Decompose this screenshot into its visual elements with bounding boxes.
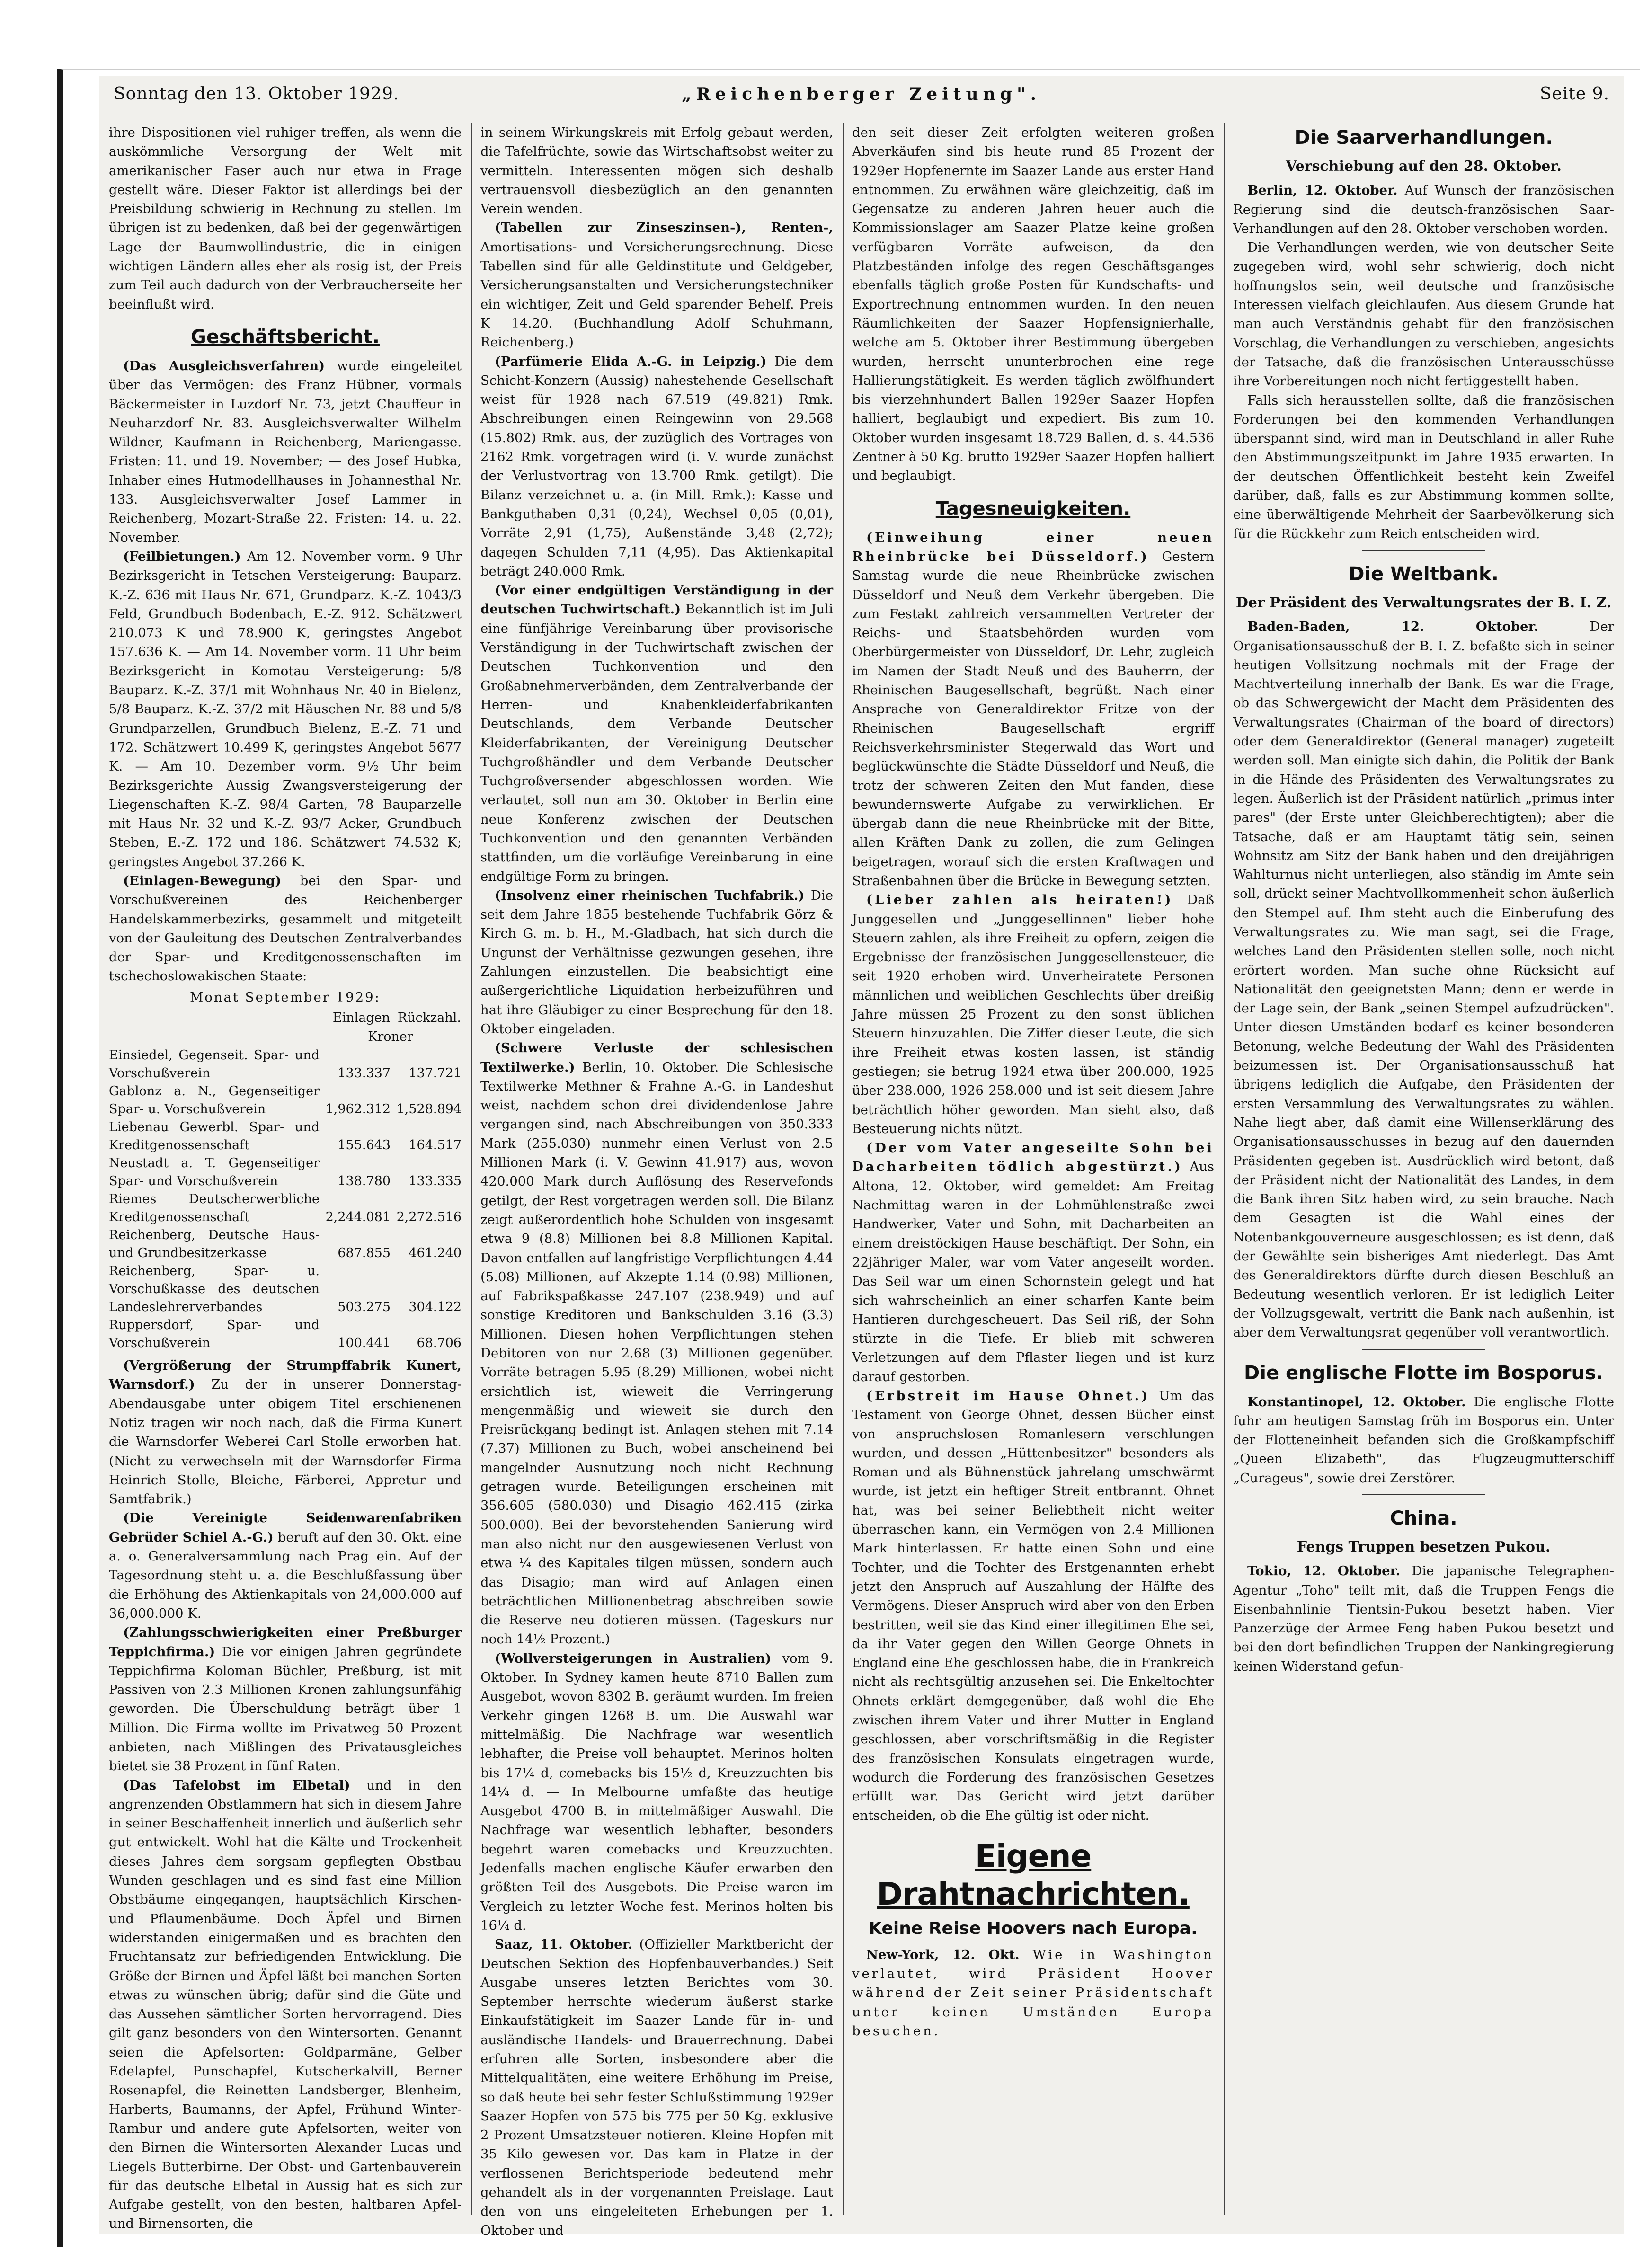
table-cell: 133.337	[338, 1066, 391, 1081]
article-text: Um das Testament von George Ohnet, dessen Bücher einst von anspruchslosen Romanlesern verschlungen wurden, und dessen „Hüttenbesitzer" besonders als Roman und als Bühnenstück jahrelang umschwärmt wurde, ist jetzt ein heftiger Streit entbrannt. Ohnet hat, was bei seiner Beliebtheit nicht weiter überraschen kann, ein Vermögen von 2.4 Millionen Mark hinterlassen. Er hatte einen Sohn und eine Tochter, und die Tochter des Erstgenannten erhebt jetzt den Anspruch auf Auszahlung der Hälfte des Vermögens. Dieser Anspruch wird aber von den Erben bestritten, weil sie das Kind einer illegitimen Ehe sei, da ihr Vater gegen den Willen George Ohnets in England eine Ehe geschlossen habe, die in Frankreich nicht als rechtsgültig anzusehen sei. Die Enkeltochter Ohnets erklärt demgegenüber, daß wohl die Ehe zwischen ihrem Vater und ihrer Mutter in England geschlossen, aber vorschriftsmäßig in die Register des französischen Konsulats eingetragen wurde, wodurch die Forderung des französischen Gesetzes erfüllt war. Das Gericht wird jetzt darüber entscheiden, ob die Ehe gültig ist oder nicht.	[852, 1388, 1214, 1823]
table-row	[109, 1316, 462, 1352]
table-header-cell	[109, 1009, 320, 1028]
section-title-saarverhandlungen: Die Saarverhandlungen.	[1294, 127, 1553, 149]
table-cell: 2,244.081	[325, 1210, 391, 1225]
header-rule	[104, 114, 1619, 115]
article-lead: (Wollversteigerungen in Australien)	[495, 1650, 772, 1666]
table-cell: 687.855	[338, 1246, 391, 1261]
article-text: Am 12. November vorm. 9 Uhr Bezirksgericht in Tetschen Versteigerung: Bauparz. K.-Z. 636 mit Haus Nr. 671, Grundparz. K.-Z. 1043/3 Feld, Grundbuch Bodenbach, E.-Z. 912. Schätzwert 210.073 K und 78.900 K, geringstes Angebot 157.636 K. — Am 14. November vorm. 11 Uhr beim Bezirksgericht in Komotau Versteigerung: 5/8 Bauparz. K.-Z. 37/1 mit Wohnhaus Nr. 40 in Bielenz, 5/8 Bauparz. K.-Z. 37/2 mit Häuschen Nr. 88 und 5/8 Grundparzellen, Grundbuch Bielenz, E.-Z. 71 und 172. Schätzwert 10.499 K, geringstes Angebot 5677 K. — Am 10. Dezember vorm. 9½ Uhr beim Bezirksgerichte Aussig Zwangsversteigerung der Liegenschaften K.-Z. 98/4 Garten, 78 Bauparzelle mit Haus Nr. 32 und K.-Z. 93/7 Acker, Grundbuch Steben, E.-Z. 172 und 186. Schätzwert 74.532 K; geringstes Angebot 37.266 K.	[109, 549, 462, 869]
article-paragraph	[480, 581, 833, 886]
article-paragraph	[1233, 1392, 1614, 1488]
article-continuation: den seit dieser Zeit erfolgten weiteren großen Abverkäufen sind bis heute rund 85 Prozent der 1929er Hopfenernte im Saazer Lande aus erster Hand entnommen. Zu erwähnen wäre gleichzeitig, daß im Gegensatze zu anderen Jahren heuer auch die Kommissionslager am Saazer Platze keine großen verfügbaren Vorräte aufweisen, da den Platzbeständen infolge des regen Geschäftsganges ebenfalls täglich große Posten für Kundschafts- und Exportrechnung entnommen wurden. In den neuen Räumlichkeiten der Saazer Hopfensignierhalle, welche am 5. Oktober ihrer Bestimmung übergeben wurden, herrscht ununterbrochen eine rege Hallierungstätigkeit. Es werden täglich zwölfhundert bis vierzehnhundert Ballen 1929er Saazer Hopfen halliert, beglaubigt und expediert. Bis zum 10. Oktober wurden insgesamt 18.729 Ballen, d. s. 44.536 Zentner à 50 Kg. brutto 1929er Saazer Hopfen halliert und beglaubigt.	[852, 125, 1214, 484]
table-cell: Riemes Deutscherwerbliche Kreditgenossenschaft	[109, 1192, 320, 1225]
article-lead: (Tabellen zur Zinseszinsen-), Renten-,	[495, 220, 833, 236]
column-rule	[843, 123, 844, 2215]
article-lead: New-York, 12. Okt.	[866, 1947, 1020, 1962]
article-lead: (Vergrößerung der Strumpffabrik Kunert, Warnsdorf.)	[109, 1358, 462, 1392]
table-cell: 503.275	[338, 1300, 391, 1315]
article-text: beruft auf den 30. Okt. eine a. o. Generalversammlung nach Prag ein. Auf der Tagesordnung steht u. a. die Beschlußfassung über die Erhöhung des Aktienkapitals von 24,000.000 auf 36,000.000 K.	[109, 1529, 462, 1621]
table-header-cell: Rückzahl.	[397, 1011, 461, 1026]
article-continuation: in seinem Wirkungskreis mit Erfolg gebaut werden, die Tafelfrüchte, sowie das Wirtschaftsobst weiter zu vermitteln. Interessenten mögen sich deshalb vertrauensvoll diesbezüglich an den genannten Verein wenden.	[480, 125, 833, 217]
table-cell: 304.122	[409, 1300, 462, 1315]
table-cell: 100.441	[338, 1336, 391, 1351]
article-paragraph	[852, 528, 1214, 891]
article-paragraph	[480, 1649, 833, 1935]
column-1	[109, 123, 462, 2232]
article-text: bei den Spar- und Vorschußvereinen des Reichenberger Handelskammerbezirks, gesammelt und mitgeteilt von der Gauleitung des Deutschen Zentralverbandes der Spar- und Kreditgenossenschaften im tschechoslowakischen Staate:	[109, 873, 462, 984]
article-text: Die englische Flotte fuhr am heutigen Samstag früh im Bosporus ein. Unter der Flotteneinheit befanden sich die Großkampfschiff „Queen Elizabeth", das Flugzeugmutterschiff „Curageus", sowie drei Zerstörer.	[1233, 1394, 1615, 1486]
table-cell: 1,962.312	[325, 1102, 391, 1117]
table-row	[109, 1154, 462, 1190]
table-cell: 68.706	[417, 1336, 462, 1351]
article-lead: (Die Vereinigte Seidenwarenfabriken Gebrüder Schiel A.-G.)	[109, 1510, 462, 1545]
deposits-table	[109, 1009, 462, 1352]
article-lead: Saaz, 11. Oktober.	[495, 1937, 633, 1952]
table-cell: Einsiedel, Gegenseit. Spar- und Vorschußverein	[109, 1048, 320, 1081]
article-text: Die vor einigen Jahren gegründete Teppichfirma Koloman Büchler, Preßburg, ist mit Passiven von 2.3 Millionen Kronen zahlungsunfähig geworden. Die Überschuldung beträgt über 1 Million. Die Firma wollte im Privatweg 50 Prozent anbieten, nach Mißlingen des Privatausgleiches bietet sie 38 Prozent in fünf Raten.	[109, 1644, 462, 1774]
article-paragraph: Die Verhandlungen werden, wie von deutscher Seite zugegeben wird, wohl sehr schwierig, doch nicht hoffnungslos sein, weil deutsche und französische Interessen vielfach gleichlaufen. Aus diesem Grunde hat man auch Verständnis gehabt für den französischen Vorschlag, die Verhandlungen zu verschieben, angesichts der Tatsache, daß die französischen Unterausschüsse ihre Vorbereitungen noch nicht fertiggestellt haben.	[1233, 240, 1614, 389]
table-cell: Liebenau Gewerbl. Spar- und Kreditgenossenschaft	[109, 1120, 320, 1153]
article-paragraph: Falls sich herausstellen sollte, daß die französischen Forderungen bei den kommenden Verhandlungen überspannt sind, wird man in Deutschland in aller Ruhe den Abstimmungszeitpunkt im Jahre 1935 erwarten. In der deutschen Öffentlichkeit besteht kein Zweifel darüber, daß, falls es zur Abstimmung kommen sollte, eine überwältigende Mehrheit der Saarbevölkerung sich für die Rückkehr zum Reich entscheiden wird.	[1233, 392, 1614, 541]
article-text: Bekanntlich ist im Juli eine fünfjährige Vereinbarung über provisorische Verständigung in der Tuchwirtschaft zwischen der Deutschen Tuchkonvention und den Großabnehmerverbänden, dem Zentralverbande der Herren- und Knabenkleiderfabrikanten Deutschlands, dem Verbande Deutscher Kleiderfabrikanten, der Vereinigung Deutscher Tuchgroßhändler und dem Verbande Deutscher Tuchgroßversender abgeschlossen worden. Wie verlautet, soll nun am 30. Oktober in Berlin eine neue Konferenz zwischen der Deutschen Tuchkonvention und den genannten Verbänden stattfinden, um die vorläufige Vereinbarung in eine endgültige Form zu bringen.	[480, 602, 833, 884]
article-text: und in den angrenzenden Obstlammern hat sich in diesem Jahre in seiner Beschaffenheit innerlich und äußerlich sehr gut entwickelt. Wohl hat die Kälte und Trockenheit dieses Jahres dem sorgsam gepflegten Obstbau Wunden geschlagen und es sind fast eine Million Obstbäume eingegangen, hauptsächlich Kirschen- und Pflaumenbäume. Doch Äpfel und Birnen widerstanden einigermaßen und es brachten den Fruchtansatz zur befriedigenden Entwicklung. Die Größe der Birnen und Äpfel läßt bei manchen Sorten etwas zu wünschen übrig; dafür sind die Güte und das Aussehen sämtlicher Sorten hervorragend. Dies gilt ganz besonders von den Wintersorten. Genannt seien die Apfelsorten: Goldparmäne, Gelber Edelapfel, Punschapfel, Kutscherkalvill, Berner Rosenapfel, die Reinetten Landsberger, Blenheim, Harberts, Baumanns, der Apfel, Frühund Winter-Rambur und andere gute Apfelsorten, weiter von den Birnen die Wintersorten Alexander Lucas und Liegels Butterbirne. Der Obst- und Gartenbauverein für das deutsche Elbetal in Aussig hat es sich zur Aufgabe gestellt, von den besten, haltbaren Apfel- und Birnensorten, die	[109, 1777, 462, 2232]
newspaper-page	[99, 76, 1624, 2238]
table-cell: 155.643	[338, 1138, 391, 1153]
article-paragraph	[480, 1038, 833, 1649]
article-lead: (Insolvenz einer rheinischen Tuchfabrik.)	[495, 887, 805, 903]
article-text: (Offizieller Marktbericht der Deutschen Sektion des Hopfenbauverbandes.) Seit Ausgabe unseres letzten Berichtes vom 30. September herrschte wiederum äußerst starke Einkaufstätigkeit im Saazer Lande für in- und ausländische Handels- und Brauerrechnung. Dabei erfuhren alle Sorten, insbesondere aber die Mittelqualitäten, eine weitere Erhöhung im Preise, so daß heute bei sehr fester Schlußstimmung 1929er Saazer Hopfen von 575 bis 775 per 50 Kg. exklusive 2 Prozent Umsatzsteuer notieren. Kleine Hopfen mit 35 Kilo gewesen vor. Das kam in Platze in der verflossenen Berichtsperiode bedeutend mehr gehandelt als in der vorgenannten Preislage. Laut den von uns eingeleiteten Erhebungen per 1. Oktober und	[480, 1937, 833, 2238]
article-text: Die japanische Telegraphen-Agentur „Toho" teilt mit, daß die Truppen Fengs die Eisenbahnlinie Tientsin-Pukou besetzt haben. Vier Panzerzüge der Armee Feng haben Pukou besetzt und bei den dort befindlichen Truppen der Nankingregierung keinen Widerstand gefun-	[1233, 1563, 1614, 1674]
article-text: wurde eingeleitet über das Vermögen: des Franz Hübner, vormals Bäckermeister in Luzdorf Nr. 73, jetzt Chauffeur in Neuharzdorf Nr. 83. Ausgleichsverwalter Wilhelm Wildner, Kaufmann in Reichenberg, Mariengasse. Fristen: 11. und 19. November; — des Josef Hubka, Inhaber eines Hutmodellhauses in Johannesthal Nr. 133. Ausgleichsverwalter Josef Lammer in Reichenberg, Mozart-Straße 22. Fristen: 14. u. 22. November.	[109, 358, 462, 545]
article-paragraph	[109, 1623, 462, 1775]
article-text: Aus Altona, 12. Oktober, wird gemeldet: Am Freitag Nachmittag waren in der Lohmühlenstraße zwei Handwerker, Vater und Sohn, mit Dacharbeiten an einem dreistöckigen Hause beschäftigt. Der Sohn, ein 22jähriger Maler, war vom Vater angeseilt worden. Das Seil war um einen Schornstein gelegt und hat sich wahrscheinlich an einer scharfen Kante beim Hantieren durchgescheuert. Das Seil riß, der Sohn stürzte in die Tiefe. Er blieb mit schweren Verletzungen auf dem Pflaster liegen und ist kurz darauf gestorben.	[852, 1159, 1214, 1384]
table-cell: 164.517	[409, 1138, 462, 1153]
section-title-drahtnachrichten: Eigene Drahtnachrichten.	[877, 1837, 1190, 1912]
article-paragraph	[1233, 181, 1614, 238]
table-header-cell	[109, 1028, 320, 1046]
article-lead: (Parfümerie Elida A.-G. in Leipzig.)	[495, 354, 767, 369]
table-cell: 133.335	[409, 1174, 462, 1189]
article-lead: (Schwere Verluste der schlesischen Textilwerke.)	[480, 1040, 833, 1075]
table-row	[109, 1190, 462, 1226]
article-text: Daß Junggesellen und „Junggesellinnen" lieber hohe Steuern zahlen, als ihre Freiheit zu opfern, zeigen die Ergebnisse der französischen Junggesellensteuer, die seit 1920 erhoben wird. Unverheiratete Personen männlichen und weiblichen Geschlechts über dreißig Jahre müssen 25 Prozent zu den sonst üblichen Steuern hinzuzahlen. Die Ziffer dieser Leute, die sich ihre Freiheit etwas kosten lassen, ist ständig gestiegen; sie betrug 1924 etwa über 200.000, 1925 über 238.000, 1926 258.000 und ist seit diesem Jahre beträchtlich höher geworden. Man sieht also, daß Besteuerung nichts nützt.	[852, 892, 1214, 1136]
article-lead: Baden-Baden, 12. Oktober.	[1247, 619, 1539, 635]
table-cell: 138.780	[338, 1174, 391, 1189]
section-title-geschaeftsbericht: Geschäftsbericht.	[191, 326, 380, 348]
table-row	[109, 1046, 462, 1082]
article-paragraph	[109, 1508, 462, 1623]
table-caption: Monat September 1929:	[190, 989, 381, 1005]
article-lead: (Einweihung einer neuen Rheinbrücke bei Düsseldorf.)	[852, 530, 1214, 564]
article-subtitle: Verschiebung auf den 28. Oktober.	[1286, 158, 1562, 175]
article-paragraph	[480, 886, 833, 1038]
article-text: Der Organisationsausschuß der B. I. Z. befaßte sich in seiner heutigen Vollsitzung nochmals mit der Frage der Machtverteilung innerhalb der Bank. Es war die Frage, ob das Schwergewicht der Macht dem Präsidenten des Verwaltungsrates (Chairman of the board of directors) oder dem Generaldirektor (General manager) zugeteilt werden soll. Man einigte sich dahin, die Politik der Bank in die Hände des Präsidenten des Verwaltungsrates zu legen. Äußerlich ist der Präsident natürlich „primus inter pares" (der Erste unter Gleichberechtigten); aber die Tatsache, daß er am Hauptamt tätig sein, seinen Wohnsitz am Sitz der Bank haben und den dreijährigen Wahlturnus nicht unterliegen, also ständig im Amte sein soll, drückt seiner Machtvollkommenheit schon äußerlich den Stempel auf. Ihm steht auch die Einberufung des Verwaltungsrates zu. Wie man sagt, sei die Frage, welches Land den Präsidenten stellen solle, noch nicht erörtert worden. Man suche ohne Rücksicht auf Nationalität den geeignetsten Mann; denn er werde in der Lage sein, der Bank „seinen Stempel aufzudrücken". Unter diesen Umständen bedarf es keiner besonderen Betonung, welche Bedeutung der Wahl des Präsidenten beizumessen ist. Der Organisationsausschuß hat übrigens lediglich die Aufgabe, den Präsidenten der ersten Versammlung des Verwaltungsrates zu wählen. Nahe liegt aber, daß damit eine Willenserklärung des Organisationsausschusses in bezug auf den dauernden Präsidenten gegeben ist. Ausdrücklich wird betont, daß der Präsident nicht der Nationalität des Landes, in dem die Bank ihren Sitz haben wird, zu sein brauche. Nach dem Gesagten ist die Wahl eines der Notenbankgouverneure ausgeschlossen; es ist denn, daß der Gewählte sein bisheriges Amt niederlegt. Das Amt des Generaldirektors dürfte durch diesen Beschluß an Bedeutung wesentlich verloren. Er ist lediglich Leiter der Vollzugsgewalt, vertritt die Bank nach außenhin, ist aber dem Verwaltungsrat gegenüber voll verantwortlich.	[1233, 619, 1614, 1340]
table-header-row	[109, 1009, 462, 1028]
section-title-china: China.	[1390, 1507, 1457, 1529]
article-text: Wie in Washington verlautet, wird Präsident Hoover während der Zeit seiner Präsidentschaft unter keinen Umständen Europa besuchen.	[852, 1947, 1214, 2039]
table-row	[109, 1262, 462, 1316]
article-text: Berlin, 10. Oktober. Die Schlesische Textilwerke Methner & Frahne A.-G. in Landeshut weist, nachdem schon drei dividendenlose Jahre vergangen sind, nach Abschreibungen von 350.333 Mark (255.030) nunmehr einen Verlust von 2.5 Millionen Mark (i. V. Gewinn 41.917) aus, wovon 420.000 Mark durch Auflösung des Reservefonds getilgt, der Rest vorgetragen werden soll. Die Bilanz zeigt außerordentlich hohe Schulden von insgesamt etwa 9 (8.8) Millionen bei 8.8 Millionen Kapital. Davon entfallen auf langfristige Verpflichtungen 4.44 (5.08) Millionen, auf Akzepte 1.14 (0.98) Millionen, auf Fabrikspaßkasse 247.107 (238.949) und auf sonstige Kreditoren und Bankschulden 3.16 (3.3) Millionen. Diesen hohen Verpflichtungen stehen Debitoren von nur 2.68 (3) Millionen gegenüber. Vorräte betragen 5.95 (8.29) Millionen, wobei nicht ersichtlich ist, wieweit die Verringerung mengenmäßig und wieweit sie durch den Preisrückgang bedingt ist. Anlagen stehen mit 7.14 (7.37) Millionen zu Buch, wobei anscheinend bei mangelnder Ausnutzung noch nicht Rechnung getragen wurde. Beteiligungen erscheinen mit 356.605 (580.030) und Disagio 462.415 (zirka 500.000). Bei der bevorstehenden Sanierung wird man also nicht nur den ausgewiesenen Verlust von etwa ¼ des Kapitales tilgen müssen, sondern auch das Disagio; man wird auf Anlagen einen beträchtlichen Millionenbetrag abschreiben sowie die Reserve neu dotieren müssen. (Tageskurs nur noch 14½ Prozent.)	[480, 1059, 833, 1647]
article-paragraph	[852, 1945, 1214, 2040]
article-text: Amortisations- und Versicherungsrechnung. Diese Tabellen sind für alle Geldinstitute und Geldgeber, Versicherungsanstalten und Versicherungstechniker ein wichtiger, Zeit und Geld sparender Behelf. Preis K 14.20. (Buchhandlung Adolf Schuhmann, Reichenberg.)	[480, 239, 833, 350]
section-divider	[1362, 1494, 1485, 1495]
table-header-cell: Einlagen	[332, 1011, 390, 1026]
article-text: Zu der in unserer Donnerstag-Abendausgabe unter obigem Titel erschienenen Notiz tragen wir noch nach, daß die Firma Kunert die Warnsdorfer Weberei Carl Stolle erworben hat. (Nicht zu verwechseln mit der Warnsdorfer Firma Heinrich Stolle, Bleiche, Färberei, Appretur und Samtfabrik.)	[109, 1377, 462, 1507]
article-paragraph	[480, 1935, 833, 2240]
article-paragraph	[109, 871, 462, 986]
table-row	[109, 1118, 462, 1154]
article-text: Die seit dem Jahre 1855 bestehende Tuchfabrik Görz & Kirch G. m. b. H., M.-Gladbach, hat sich durch die Ungunst der Verhältnisse gezwungen gesehen, ihre Zahlungen einzustellen. Die beabsichtigt eine außergerichtliche Liquidation herbeizuführen und hat ihre Gläubiger zu einer Besprechung für den 18. Oktober eingeladen.	[480, 887, 833, 1037]
article-paragraph	[1233, 617, 1614, 1342]
article-lead: (Das Ausgleichsverfahren)	[123, 358, 325, 373]
article-text: Auf Wunsch der französischen Regierung sind die deutsch-französischen Saar-Verhandlungen auf den 28. Oktober verschoben worden.	[1233, 183, 1615, 236]
column-3	[852, 123, 1214, 2215]
article-paragraph	[109, 547, 462, 871]
table-cell: Reichenberg, Deutsche Haus- und Grundbesitzerkasse	[109, 1228, 320, 1261]
article-lead: Konstantinopel, 12. Oktober.	[1247, 1394, 1466, 1410]
page-header	[99, 80, 1624, 109]
article-text: Die dem Schicht-Konzern (Aussig) nahestehende Gesellschaft weist für 1928 nach 67.519 (49.821) Rmk. Abschreibungen einen Reingewinn von 29.568 (15.802) Rmk. aus, der zuzüglich des Vortrages von 2162 Rmk. vorgetragen wird (i. V. wurde zunächst der Verlustvortrag von 13.700 Rmk. getilgt). Die Bilanz verzeichnet u. a. (in Mill. Rmk.): Kasse und Bankguthaben 0,31 (0,24), Wechsel 0,05 (0,01), Vorräte 2,91 (1,75), Außenstände 3,48 (2,72); dagegen Schulden 7,11 (4,95). Das Aktienkapital beträgt 240.000 Rmk.	[480, 354, 833, 579]
article-paragraph	[852, 1138, 1214, 1386]
article-lead: (Zahlungsschwierigkeiten einer Preßburger Teppichfirma.)	[109, 1625, 462, 1659]
article-paragraph	[852, 890, 1214, 1138]
article-paragraph	[852, 1386, 1214, 1825]
column-2	[480, 123, 833, 2238]
table-header-cell: Kroner	[368, 1029, 413, 1045]
article-paragraph	[480, 352, 833, 581]
article-subtitle: Der Präsident des Verwaltungsrates der B. I. Z.	[1235, 594, 1612, 611]
table-cell: 1,528.894	[396, 1102, 462, 1117]
section-title-weltbank: Die Weltbank.	[1349, 563, 1499, 585]
article-text: Gestern Samstag wurde die neue Rheinbrücke zwischen Düsseldorf und Neuß dem Verkehr übergeben. Die zum Festakt zahlreich versammelten Vertreter der Reichs- und Staatsbehörden wurden vom Oberbürgermeister von Düsseldorf, Dr. Lehr, zugleich im Namen der Stadt Neuß und des Bauherrn, der Rheinischen Baugesellschaft, begrüßt. Nach einer Ansprache von Generaldirektor Fritze von der Rheinischen Baugesellschaft ergriff Reichsverkehrsminister Stegerwald das Wort und beglückwünschte die Städte Düsseldorf und Neuß, die trotz der schweren Zeiten den Mut fanden, diese bewundernswerte Aufgabe zu verwirklichen. Er übergab dann die neue Rheinbrücke mit der Bitte, allen Kräften Dank zu zollen, die zum Gelingen beigetragen, worauf sich die ersten Kraftwagen und Straßenbahnen über die Brücke in Bewegung setzten.	[852, 549, 1214, 888]
article-lead: (Vor einer endgültigen Verständigung in der deutschen Tuchwirtschaft.)	[480, 583, 833, 617]
article-text: vom 9. Oktober. In Sydney kamen heute 8710 Ballen zum Ausgebot, wovon 8302 B. geräumt wurden. Im freien Verkehr gingen 1268 B. um. Die Auswahl war mittelmäßig. Die Nachfrage war wesentlich lebhafter, die Preise voll behauptet. Merinos holten bis 17¼ d, comebacks bis 15½ d, Kreuzzuchten bis 14¼ d. — In Melbourne umfaßte das heutige Ausgebot 4700 B. in mittelmäßiger Auswahl. Die Nachfrage war wesentlich lebhafter, besonders begehrt waren comebacks und Kreuzzuchten. Jedenfalls machen englische Käufer erwarben den größten Teil des Ausgebots. Die Preise waren im Vergleich zu letzter Woche fest. Merinos holten bis 16¼ d.	[480, 1650, 833, 1933]
article-paragraph	[480, 218, 833, 352]
article-paragraph	[109, 356, 462, 547]
column-rule	[471, 123, 472, 2215]
column-4	[1233, 123, 1614, 2215]
column-rule	[1224, 123, 1225, 2215]
article-lead: (Lieber zahlen als heiraten!)	[866, 892, 1173, 908]
table-cell: Neustadt a. T. Gegenseitiger Spar- und Vorschußverein	[109, 1156, 320, 1189]
header-page-number: Seite 9.	[1539, 84, 1609, 104]
article-lead: (Das Tafelobst im Elbetal)	[123, 1777, 350, 1793]
headline-hoover: Keine Reise Hoovers nach Europa.	[869, 1918, 1198, 1938]
article-lead: (Erbstreit im Hause Ohnet.)	[866, 1388, 1150, 1403]
header-masthead: „Reichenberger Zeitung".	[682, 84, 1041, 104]
table-cell: 2,272.516	[396, 1210, 462, 1225]
article-lead: Tokio, 12. Oktober.	[1247, 1563, 1401, 1579]
article-lead: (Der vom Vater angeseilte Sohn bei Dacharbeiten tödlich abgestürzt.)	[852, 1140, 1214, 1175]
section-divider	[1362, 1349, 1485, 1350]
article-subtitle: Fengs Truppen besetzen Pukou.	[1297, 1539, 1551, 1555]
section-title-tagesneuigkeiten: Tagesneuigkeiten.	[935, 497, 1131, 520]
article-paragraph	[109, 1776, 462, 2234]
header-date: Sonntag den 13. Oktober 1929.	[114, 84, 400, 104]
table-cell: 461.240	[409, 1246, 462, 1261]
article-lead: (Feilbietungen.)	[123, 549, 241, 564]
table-cell: Gablonz a. N., Gegenseitiger Spar- u. Vorschußverein	[109, 1084, 320, 1117]
table-header-row	[109, 1028, 462, 1046]
table-row	[109, 1082, 462, 1118]
table-cell: Ruppersdorf, Spar- und Vorschußverein	[109, 1318, 320, 1351]
table-cell: 137.721	[409, 1066, 462, 1081]
article-continuation: ihre Dispositionen viel ruhiger treffen, als wenn die auskömmliche Versorgung der Welt mit amerikanischer Faser auch nur etwa in Frage gestellt wäre. Dieser Faktor ist allerdings bei der Preisbildung schwierig in Rechnung zu stellen. Im übrigen ist zu bedenken, daß bei der gegenwärtigen Lage der Baumwollindustrie, die in einigen wichtigen Ländern alles eher als rosig ist, der Preis zum Teil auch dadurch von der Verbraucherseite her beeinflußt wird.	[109, 125, 462, 312]
article-paragraph	[109, 1356, 462, 1508]
table-cell: Reichenberg, Spar- u. Vorschußkasse des deutschen Landeslehrerverbandes	[109, 1264, 320, 1315]
article-lead: Berlin, 12. Oktober.	[1247, 183, 1398, 198]
article-lead: (Einlagen-Bewegung)	[123, 873, 282, 888]
table-row	[109, 1226, 462, 1262]
section-divider	[1362, 550, 1485, 551]
article-paragraph	[1233, 1561, 1614, 1676]
section-title-englische-flotte: Die englische Flotte im Bosporus.	[1244, 1362, 1603, 1384]
